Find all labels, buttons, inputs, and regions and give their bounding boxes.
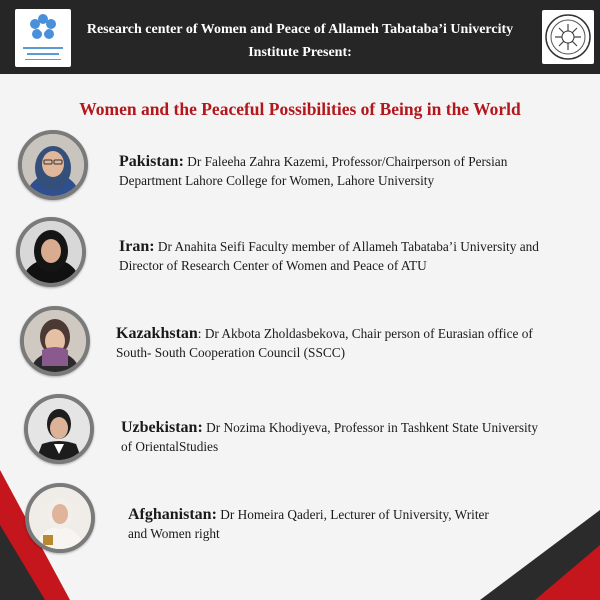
country-label: Afghanistan: <box>128 506 217 523</box>
speaker-bio-line2: Department Lahore College for Women, Lahore University <box>119 173 435 188</box>
header-subtitle: Institute Present: <box>248 45 352 60</box>
speaker-bio-line2: South- South Cooperation Council (SSCC) <box>116 345 346 360</box>
speaker-afghanistan <box>0 481 600 555</box>
speaker-iran <box>0 213 600 287</box>
speaker-kazakhstan <box>0 302 600 376</box>
university-seal-logo <box>542 10 594 64</box>
speaker-bio-line2: of OrientalStudies <box>121 439 219 454</box>
header-title: Research center of Women and Peace of Allameh Tabataba’i Univercity <box>86 22 514 37</box>
avatar <box>18 130 88 200</box>
speaker-bio-line1: Dr Anahita Seifi Faculty member of Allameh Tabataba’i University and <box>154 239 539 254</box>
eco-institute-logo <box>15 9 71 67</box>
country-label: Iran: <box>119 238 155 255</box>
speaker-bio-line1: Dr Nozima Khodiyeva, Professor in Tashkent State University <box>202 420 539 435</box>
avatar <box>16 217 86 287</box>
speaker-bio-line2: and Women right <box>128 526 220 541</box>
speaker-bio-line1: Dr Homeira Qaderi, Lecturer of University, Writer <box>216 507 489 522</box>
avatar <box>24 394 94 464</box>
avatar <box>25 483 95 553</box>
main-title: Women and the Peaceful Possibilities of Being in the World <box>79 99 521 119</box>
speaker-pakistan <box>0 128 600 200</box>
header-bar <box>0 0 600 74</box>
speaker-uzbekistan <box>0 392 600 464</box>
speaker-bio-line2: Director of Research Center of Women and Peace of ATU <box>119 258 427 273</box>
country-label: Uzbekistan: <box>121 419 203 436</box>
speaker-bio-line1: : Dr Akbota Zholdasbekova, Chair person of Eurasian office of <box>197 326 533 341</box>
country-label: Pakistan: <box>119 153 184 170</box>
country-label: Kazakhstan <box>116 325 198 342</box>
speaker-bio-line1: Dr Faleeha Zahra Kazemi, Professor/Chairperson of Persian <box>183 154 508 169</box>
avatar <box>20 306 90 376</box>
